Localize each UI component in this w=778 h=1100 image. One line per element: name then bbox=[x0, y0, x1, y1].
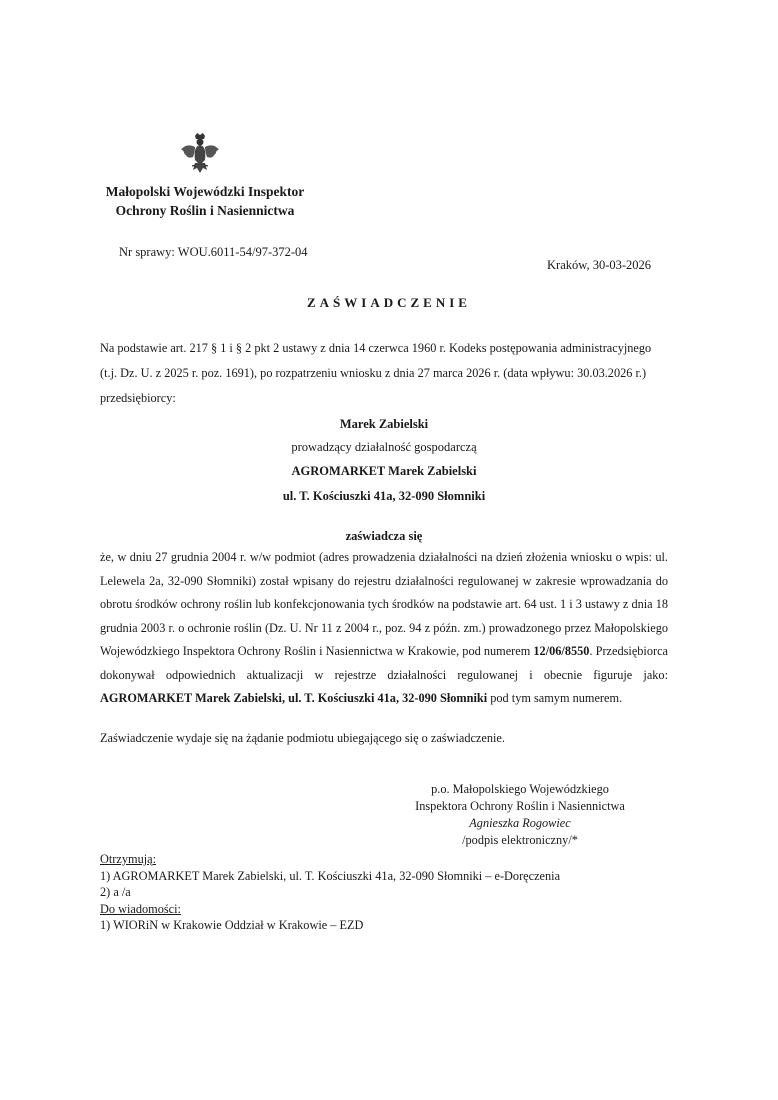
document-title: ZAŚWIADCZENIE bbox=[307, 295, 471, 310]
entity-role: prowadzący działalność gospodarczą bbox=[291, 440, 477, 454]
certificate-body bbox=[100, 546, 668, 711]
signature-line-2: Inspektora Ochrony Roślin i Nasiennictwa bbox=[415, 799, 625, 813]
distribution-list bbox=[100, 851, 700, 934]
entity-address: ul. T. Kościuszki 41a, 32-090 Słomniki bbox=[282, 489, 486, 503]
current-registered-name: AGROMARKET Marek Zabielski, ul. T. Kościuszki 41a, 32-090 Słomniki bbox=[100, 691, 488, 705]
signature-note: /podpis elektroniczny/* bbox=[462, 833, 578, 847]
receivers-label: Otrzymują: bbox=[100, 852, 157, 866]
signatory-name: Agnieszka Rogowiec bbox=[469, 816, 571, 830]
receiver-item: 1) AGROMARKET Marek Zabielski, ul. T. Kościuszki 41a, 32-090 Słomniki – e-Doręczenia bbox=[100, 868, 561, 883]
authority-line-2: Ochrony Roślin i Nasiennictwa bbox=[115, 203, 295, 218]
case-number-label: Nr sprawy: bbox=[119, 245, 175, 259]
cc-label: Do wiadomości: bbox=[100, 901, 181, 916]
entity-company: AGROMARKET Marek Zabielski bbox=[291, 464, 477, 478]
issued-note: Zaświadczenie wydaje się na żądanie podmiotu ubiegającego się o zaświadczenie. bbox=[100, 731, 505, 745]
place-date: Kraków, 30-03-2026 bbox=[547, 258, 652, 272]
body-part-3: pod tym samym numerem. bbox=[487, 691, 623, 705]
intro-paragraph: Na podstawie art. 217 § 1 i § 2 pkt 2 ustawy z dnia 14 czerwca 1960 r. Kodeks postępowania administracyjnego (t.j. Dz. U. z 2025 r. poz. 1691), po rozpatrzeniu wniosku z dnia 27 marca 2026 r. (data wpływu: 30.03.2026 r.) przedsiębiorcy: bbox=[100, 341, 652, 405]
entity-name: Marek Zabielski bbox=[339, 417, 429, 431]
registry-number: 12/06/8550 bbox=[533, 644, 590, 658]
receiver-item: 2) a /a bbox=[100, 885, 131, 899]
certifies-heading: zaświadcza się bbox=[345, 529, 423, 543]
case-number bbox=[119, 245, 308, 260]
signature-line-1: p.o. Małopolskiego Wojewódzkiego bbox=[431, 782, 609, 796]
signature-block bbox=[390, 781, 650, 849]
body-part-2: . Przedsiębiorca dokonywał odpowiednich aktualizacji w rejestrze działalności regulowanej i obecnie figuruje jako: bbox=[100, 644, 669, 682]
eagle-emblem-icon bbox=[176, 130, 224, 178]
issuing-authority bbox=[100, 182, 310, 220]
cc-item: 1) WIORiN w Krakowie Oddział w Krakowie – EZD bbox=[100, 918, 364, 932]
body-part-1: że, w dniu 27 grudnia 2004 r. w/w podmiot (adres prowadzenia działalności na dzień złożenia wniosku o wpis: ul. Lelewela 2a, 32-090 Słomniki) został wpisany do rejestru działalności regulowanej w zakresie wprowadzania do obrotu środków ochrony roślin lub konfekcjonowania tych środków na podstawie art. 64 ust. 1 i 3 ustawy z dnia 18 grudnia 2003 r. o ochronie roślin (Dz. U. Nr 11 z 2004 r., poz. 94 z późn. zm.) prowadzonego przez Małopolskiego Wojewódzkiego Inspektora Ochrony Roślin i Nasiennictwa w Krakowie, pod numerem bbox=[100, 550, 668, 658]
case-number-value: WOU.6011-54/97-372-04 bbox=[177, 245, 308, 259]
authority-line-1: Małopolski Wojewódzki Inspektor bbox=[105, 184, 305, 199]
